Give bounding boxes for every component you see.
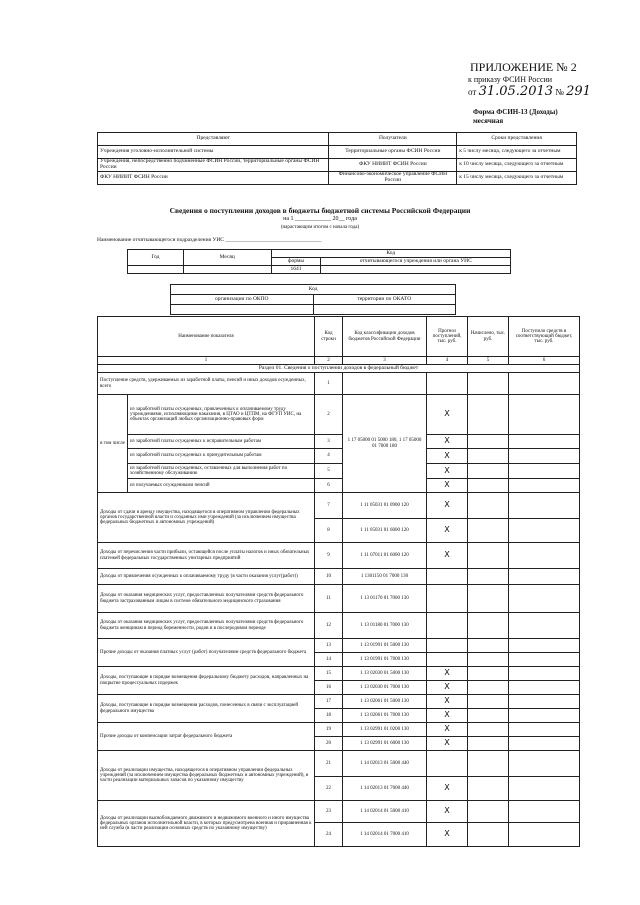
column-number: 5: [468, 357, 509, 365]
periodicity: месячная: [473, 117, 504, 125]
row-name: Доходы от сдачи в аренду имущества, находящегося в оперативном управлении федеральных органов государственной власти и созданных ими учреждений (за исключением имущества федеральных бюджетных и автономных учреждений): [98, 493, 315, 543]
table-row: [98, 543, 580, 569]
row-code: 15: [315, 667, 343, 681]
row-forecast: X: [427, 681, 468, 695]
row-accrued: [468, 823, 509, 847]
row-received: [509, 519, 580, 543]
routing-cell: к 15 числу месяца, следующего за отчетным: [457, 172, 577, 185]
order-line: к приказу ФСИН России: [468, 75, 553, 84]
row-kbk: 1 13 02030 01 7000 130: [343, 681, 427, 695]
row-accrued: [468, 435, 509, 449]
row-received: [509, 449, 580, 464]
institution-code-value: [321, 266, 511, 274]
routing-cell: ФКУ НИИИТ ФСИН России: [98, 172, 329, 185]
year-label: Год: [128, 250, 184, 266]
row-received: [509, 723, 580, 737]
column-number: 4: [427, 357, 468, 365]
date-prefix: от: [468, 87, 477, 97]
row-received: [509, 585, 580, 613]
row-accrued: [468, 667, 509, 681]
row-kbk: 1 13 02061 01 7000 130: [343, 709, 427, 723]
table-row: [98, 479, 580, 493]
table-row: [98, 667, 580, 681]
row-received: [509, 639, 580, 653]
row-accrued: [468, 479, 509, 493]
row-kbk: 1 1301150 01 7000 130: [343, 569, 427, 585]
row-forecast: X: [427, 479, 468, 493]
routing-cell: Финансово-экономическое управление ФСИН России: [329, 172, 457, 185]
codes-table-okpo: [170, 284, 456, 315]
row-forecast: X: [427, 737, 468, 751]
row-accrued: [468, 493, 509, 519]
row-name: Доходы от привлечения осужденных к оплачиваемому труду (в части оказания услуг(работ)): [98, 569, 315, 585]
row-received: [509, 751, 580, 777]
row-name: Поступление средств, удерживаемых из заработной платы, пенсий и иных доходов осужденных, всего: [98, 373, 315, 395]
section-title: Раздел 01. Сведения о поступлении доходов в федеральный бюджет: [98, 365, 580, 373]
row-kbk: 1 13 01170 01 7000 130: [343, 585, 427, 613]
row-received: [509, 653, 580, 667]
row-name: из заработной платы осужденных, оставленных для выполнения работ по хозяйственному обслуживанию: [128, 464, 315, 479]
row-name: Прочие доходы от компенсации затрат федерального бюджета: [98, 723, 315, 751]
column-header: Поступило средств в соответствующий бюджет, тыс. руб.: [509, 317, 580, 357]
row-name: Доходы, поступающие в порядке возмещения расходов, понесенных в связи с эксплуатацией федерального имущества: [98, 695, 315, 723]
codes-table-period: [127, 249, 511, 274]
row-name: Доходы от реализации имущества, находящегося в оперативном управлении федеральных учреждений (за исключением имущества федеральных бюджетных и автономных учреждений), в части реализации материальных запасов по указанному имуществу: [98, 751, 315, 801]
report-date-subtitle: (нарастающим итогом с начала года): [280, 225, 360, 230]
table-row: [98, 751, 580, 777]
row-name: Прочие доходы от оказания платных услуг (работ) получателями средств федерального бюджета: [98, 639, 315, 667]
row-received: [509, 569, 580, 585]
row-name: Доходы от реализации высвобождаемого движимого и недвижимого военного и иного имущества федеральных органов исполнительной власти, в которых предусмотрена военная и приравненная к ней служба (в части реализации основных средств по указанному имуществу): [98, 801, 315, 847]
row-code: 18: [315, 709, 343, 723]
column-number-row: [98, 357, 580, 365]
row-forecast: X: [427, 464, 468, 479]
row-accrued: [468, 751, 509, 777]
row-kbk: 1 13 02030 01 5000 130: [343, 667, 427, 681]
okato-value: [313, 305, 456, 315]
report-title: Сведения о поступлении доходов в бюджеты бюджетной системы Российской Федерации: [169, 206, 471, 215]
row-code: 21: [315, 751, 343, 777]
routing-cell: к 5 числу месяца, следующего за отчетным: [457, 146, 577, 159]
row-kbk: 1 17 05000 01 5000 180, 1 17 05000 01 7000 180: [343, 395, 427, 493]
row-kbk: 1 11 07011 01 6000 120: [343, 543, 427, 569]
row-code: 23: [315, 801, 343, 823]
row-code: 3: [315, 435, 343, 449]
row-accrued: [468, 395, 509, 435]
row-code: 7: [315, 493, 343, 519]
routing-cell: Учреждения, непосредственно подчиненные ФСИН России, территориальные органы ФСИН России: [98, 159, 329, 172]
row-forecast: X: [427, 543, 468, 569]
row-forecast: [427, 569, 468, 585]
row-name: из заработной платы осужденных к исправительным работам: [128, 435, 315, 449]
row-kbk: 1 13 02061 01 5000 130: [343, 695, 427, 709]
table-row: [98, 585, 580, 613]
row-accrued: [468, 737, 509, 751]
row-code: 16: [315, 681, 343, 695]
row-received: [509, 543, 580, 569]
row-accrued: [468, 569, 509, 585]
row-code: 20: [315, 737, 343, 751]
routing-row: [98, 159, 577, 172]
form-name: Форма ФСИН-13 (Доходы): [473, 108, 558, 116]
year-value: [128, 266, 184, 274]
row-received: [509, 395, 580, 435]
routing-header: Представляют: [98, 133, 329, 146]
row-forecast: [427, 373, 468, 395]
row-received: [509, 373, 580, 395]
row-code: 10: [315, 569, 343, 585]
row-accrued: [468, 464, 509, 479]
row-received: [509, 777, 580, 801]
row-accrued: [468, 519, 509, 543]
routing-row: [98, 172, 577, 185]
row-kbk: [343, 373, 427, 395]
row-accrued: [468, 723, 509, 737]
row-forecast: X: [427, 395, 468, 435]
okato-label: территории по ОКАТО: [313, 295, 456, 305]
row-name: из заработной платы осужденных, привлеченных к оплачиваемому труду учреждениями, исполняющими наказания, в ЦТАО и ЦТПМ, на ФГУП УИС, на объектах организаций любых организационно-правовых форм: [128, 395, 315, 435]
column-number: 3: [343, 357, 427, 365]
row-forecast: X: [427, 667, 468, 681]
row-received: [509, 823, 580, 847]
row-forecast: [427, 751, 468, 777]
table-row: [98, 723, 580, 737]
row-kbk: 1 14 02014 01 7000 410: [343, 823, 427, 847]
order-date-line: [468, 84, 591, 99]
appendix-title: ПРИЛОЖЕНИЕ № 2: [470, 60, 577, 74]
row-accrued: [468, 653, 509, 667]
row-code: 19: [315, 723, 343, 737]
row-accrued: [468, 801, 509, 823]
row-name: Доходы от оказания медицинских услуг, предоставленных получателями средств федерального бюджета застрахованным лицам в системе обязательного медицинского страхования: [98, 585, 315, 613]
row-received: [509, 681, 580, 695]
row-forecast: X: [427, 519, 468, 543]
table-row: [98, 569, 580, 585]
routing-header: Получатели: [329, 133, 457, 146]
row-accrued: [468, 709, 509, 723]
row-received: [509, 695, 580, 709]
column-number: 1: [98, 357, 315, 365]
row-accrued: [468, 777, 509, 801]
row-received: [509, 613, 580, 639]
routing-cell: к 10 числу месяца, следующего за отчетным: [457, 159, 577, 172]
row-received: [509, 493, 580, 519]
row-kbk: 1 11 05031 01 6000 120: [343, 519, 427, 543]
row-forecast: [427, 585, 468, 613]
row-received: [509, 464, 580, 479]
row-forecast: X: [427, 435, 468, 449]
row-code: 24: [315, 823, 343, 847]
column-number: 2: [315, 357, 343, 365]
row-forecast: [427, 613, 468, 639]
row-received: [509, 709, 580, 723]
row-code: 22: [315, 777, 343, 801]
section-row: [98, 365, 580, 373]
row-kbk: 1 13 02991 01 6000 130: [343, 737, 427, 751]
table-row: [98, 464, 580, 479]
okpo-value: [171, 305, 314, 315]
row-received: [509, 435, 580, 449]
routing-header-row: [98, 133, 577, 146]
row-received: [509, 801, 580, 823]
table-row: [98, 395, 580, 435]
row-received: [509, 667, 580, 681]
row-accrued: [468, 613, 509, 639]
row-accrued: [468, 449, 509, 464]
routing-table: [97, 132, 577, 185]
table-body: [98, 373, 580, 847]
table-row: [98, 435, 580, 449]
row-code: 12: [315, 613, 343, 639]
form-code-value: 1641: [271, 266, 321, 274]
routing-cell: Учреждения уголовно-исполнительной системы: [98, 146, 329, 159]
row-name: из заработной платы осужденных к принудительным работам: [128, 449, 315, 464]
handwritten-number: 291: [566, 84, 591, 99]
row-accrued: [468, 373, 509, 395]
report-date-line: на 1 ____________ 20__ года: [283, 216, 357, 222]
row-kbk: 1 14 02014 01 5000 410: [343, 801, 427, 823]
row-accrued: [468, 639, 509, 653]
code-label: Код: [271, 250, 510, 258]
routing-cell: ФКУ НИИИТ ФСИН России: [329, 159, 457, 172]
row-code: 4: [315, 449, 343, 464]
row-code: 8: [315, 519, 343, 543]
column-number: 6: [509, 357, 580, 365]
table-row: [98, 801, 580, 823]
table-row: [98, 639, 580, 653]
row-accrued: [468, 681, 509, 695]
row-received: [509, 737, 580, 751]
row-code: 14: [315, 653, 343, 667]
row-forecast: X: [427, 695, 468, 709]
table-row: [98, 493, 580, 519]
row-forecast: X: [427, 723, 468, 737]
row-forecast: X: [427, 493, 468, 519]
code-label: Код: [171, 285, 456, 295]
row-kbk: 1 13 01180 01 7000 130: [343, 613, 427, 639]
handwritten-date: 31.05.2013: [478, 84, 554, 99]
organization-line: Наименование отчитывающегося подразделения УИС ___________________________________: [97, 237, 322, 243]
column-header: Прогноз поступлений, тыс. руб.: [427, 317, 468, 357]
row-name: Доходы, поступающие в порядке возмещения федеральному бюджету расходов, направленных на покрытие процессуальных издержек: [98, 667, 315, 695]
column-header: Наименование показателя: [98, 317, 315, 357]
institution-code-label: отчитывающегося учреждения или органа УИС: [321, 258, 511, 266]
row-forecast: X: [427, 709, 468, 723]
form-code-label: формы: [271, 258, 321, 266]
table-row: [98, 695, 580, 709]
row-forecast: [427, 653, 468, 667]
month-value: [183, 266, 271, 274]
row-kbk: 1 13 01991 01 5000 130: [343, 639, 427, 653]
row-name: Доходы от оказания медицинских услуг, предоставленных получателями средств федерального бюджета женщинам в период беременности, родов и в послеродовом периоде: [98, 613, 315, 639]
row-code: 5: [315, 464, 343, 479]
row-code: 6: [315, 479, 343, 493]
table-row: [98, 373, 580, 395]
row-forecast: [427, 639, 468, 653]
row-forecast: X: [427, 449, 468, 464]
row-kbk: 1 14 02013 01 7000 440: [343, 777, 427, 801]
row-code: 1: [315, 373, 343, 395]
row-kbk: 1 13 01991 01 7000 130: [343, 653, 427, 667]
column-header: Код строки: [315, 317, 343, 357]
row-forecast: X: [427, 777, 468, 801]
row-code: 2: [315, 395, 343, 435]
row-code: 11: [315, 585, 343, 613]
table-row: [98, 613, 580, 639]
routing-row: [98, 146, 577, 159]
row-code: 17: [315, 695, 343, 709]
in-that-label: в том числе: [98, 395, 128, 493]
month-label: Месяц: [183, 250, 271, 266]
row-name: из получаемых осужденными пенсий: [128, 479, 315, 493]
row-accrued: [468, 695, 509, 709]
row-accrued: [468, 585, 509, 613]
row-forecast: X: [427, 801, 468, 823]
number-prefix: №: [555, 87, 564, 97]
column-header: Начислено, тыс. руб.: [468, 317, 509, 357]
row-kbk: 1 11 05031 01 0900 120: [343, 493, 427, 519]
income-table: [97, 316, 580, 847]
row-kbk: 1 13 02991 01 0200 130: [343, 723, 427, 737]
table-row: [98, 449, 580, 464]
row-received: [509, 479, 580, 493]
routing-cell: Территориальные органы ФСИН России: [329, 146, 457, 159]
column-header: Код классификации доходов бюджетов Российской Федерации: [343, 317, 427, 357]
row-name: Доходы от перечисления части прибыли, остающейся после уплаты налогов и иных обязательных платежей федеральных государственных унитарных предприятий: [98, 543, 315, 569]
row-code: 9: [315, 543, 343, 569]
row-forecast: X: [427, 823, 468, 847]
row-kbk: 1 14 02013 01 5000 440: [343, 751, 427, 777]
okpo-label: организации по ОКПО: [171, 295, 314, 305]
routing-header: Сроки представления: [457, 133, 577, 146]
table-header-row: [98, 317, 580, 357]
row-code: 13: [315, 639, 343, 653]
row-accrued: [468, 543, 509, 569]
